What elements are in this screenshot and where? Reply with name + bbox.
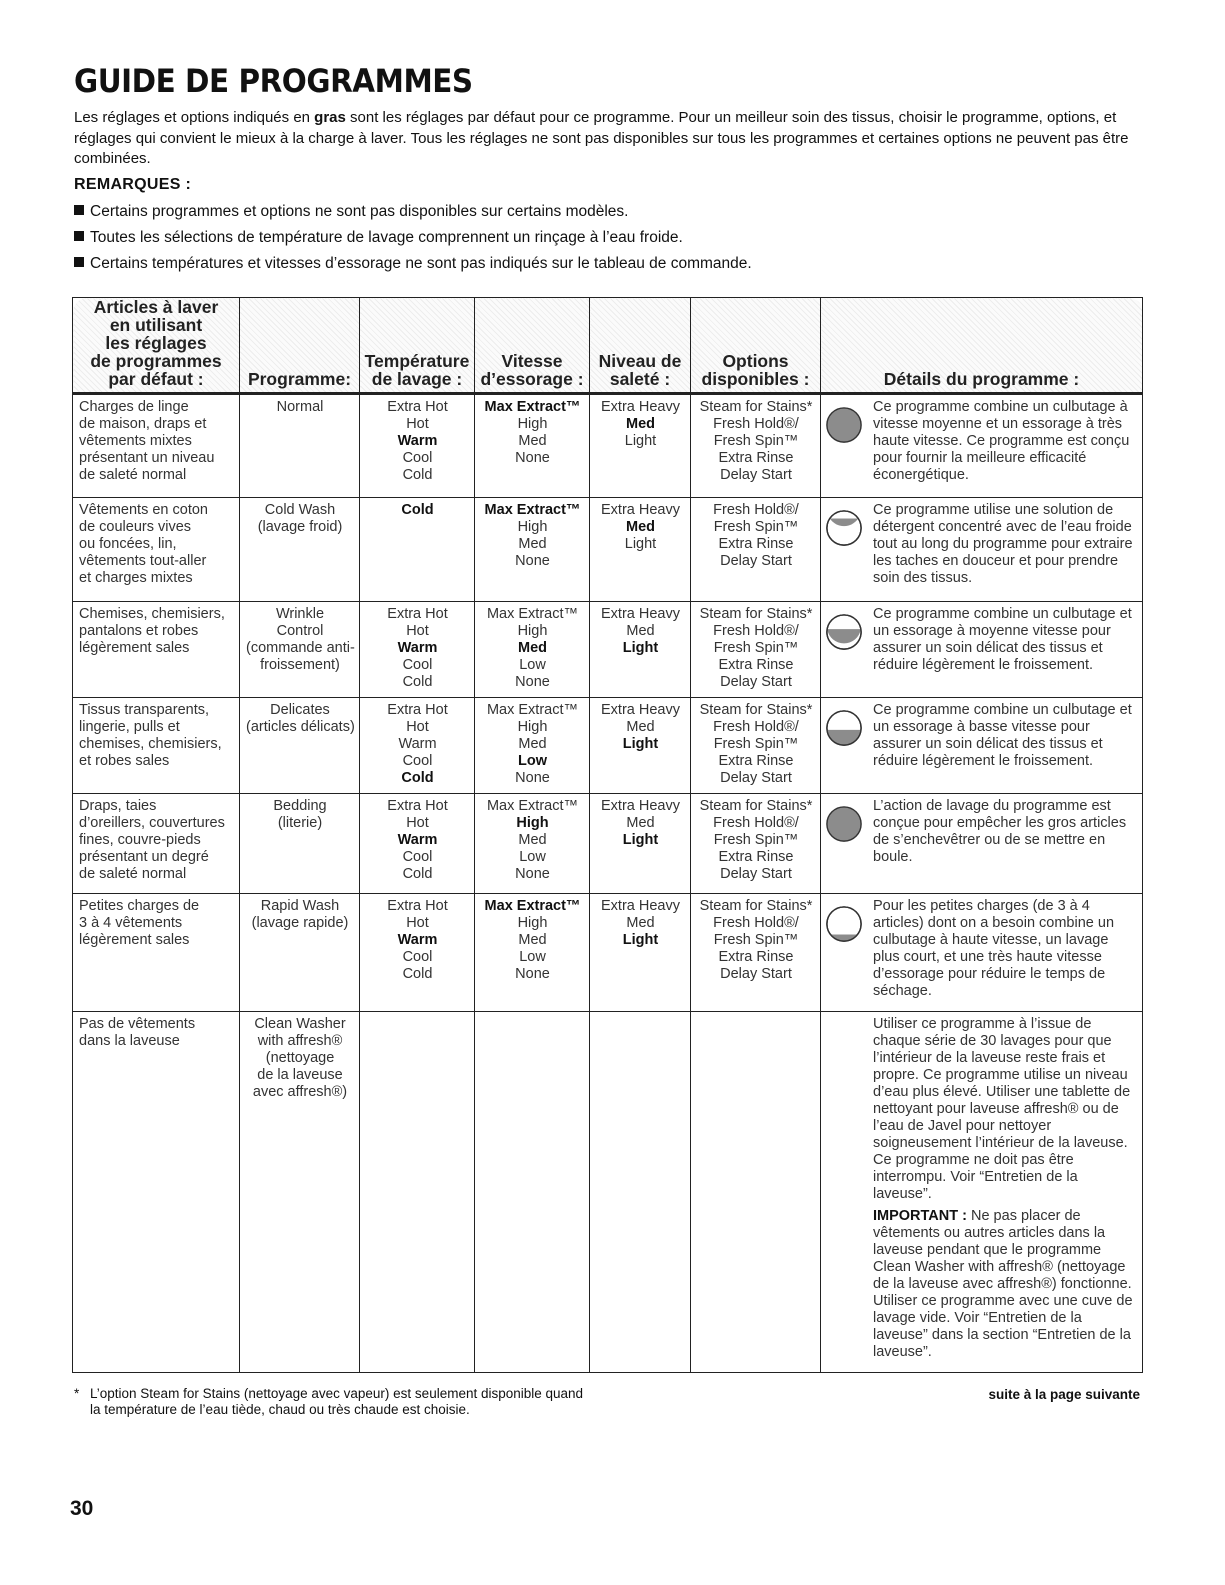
articles-cell (73, 894, 240, 1012)
temperature-cell (360, 794, 475, 894)
soil-cell (590, 894, 691, 1012)
footnote-star: * (74, 1386, 80, 1401)
articles-cell-value: Tissus transparents, (79, 702, 210, 718)
spin-cell-value: Max Extract™ (484, 399, 581, 415)
articles-cell-value: de saleté normal (79, 866, 187, 882)
programme-cell-value: (lavage rapide) (251, 915, 349, 931)
temperature-cell-value: Cool (402, 450, 433, 466)
temperature-cell-value: Cool (402, 949, 433, 965)
spin-speed-dial-icon (825, 613, 863, 651)
articles-cell-value: d’oreillers, couvertures (79, 815, 225, 831)
spin-speed-dial-icon (825, 509, 863, 547)
temperature-cell (360, 1012, 475, 1373)
spin-cell (475, 394, 590, 498)
articles-cell-value: chemises, chemisiers, (79, 736, 222, 752)
options-cell (691, 602, 821, 698)
header-soil (590, 298, 691, 394)
programme-cell-value: (literie) (277, 815, 323, 831)
programme-cell (240, 794, 360, 894)
articles-cell-value: pantalons et robes (79, 623, 199, 639)
details-text: Ce programme combine un culbutage et un essorage à moyenne vitesse pour assurer un soin délicat des tissus et réduire légèrement le froissement. (873, 606, 1132, 673)
options-cell-value: Delay Start (720, 770, 792, 786)
temperature-cell-value: Warm (398, 736, 437, 752)
articles-cell-value: présentant un niveau (79, 450, 215, 466)
spin-cell-value: None (515, 450, 550, 466)
programme-cell-value: (commande anti- (246, 640, 355, 656)
programme-cell (240, 1012, 360, 1373)
spin-speed-dial-icon (825, 709, 863, 747)
options-cell-value: Delay Start (720, 467, 792, 483)
programme-cell-value: avec affresh®) (252, 1084, 348, 1100)
spin-cell-value: High (517, 623, 548, 639)
soil-cell-value: Extra Heavy (601, 702, 680, 718)
articles-cell-value: dans la laveuse (79, 1033, 180, 1049)
soil-cell-value: Light (622, 832, 659, 848)
programme-cell-value: Normal (276, 399, 324, 415)
header-line: disponibles : (701, 369, 810, 389)
soil-cell-value: Extra Heavy (601, 399, 680, 415)
options-cell-value: Steam for Stains* (699, 798, 813, 814)
remarques-list (74, 201, 752, 279)
articles-cell (73, 794, 240, 894)
articles-cell-value: vêtements mixtes (79, 433, 192, 449)
options-cell-value: Fresh Spin™ (713, 932, 799, 948)
articles-cell-value: Petites charges de (79, 898, 200, 914)
temperature-cell-value: Warm (397, 433, 438, 449)
programme-cell (240, 394, 360, 498)
header-line: d’essorage : (480, 369, 584, 389)
remarque-text: Certains programmes et options ne sont pas disponibles sur certains modèles. (90, 203, 629, 220)
options-cell-value: Fresh Spin™ (713, 832, 799, 848)
header-line: de programmes (90, 351, 222, 371)
articles-cell-value: de saleté normal (79, 467, 187, 483)
continued-next-page: suite à la page suivante (988, 1387, 1140, 1402)
articles-cell-value: légèrement sales (79, 640, 190, 656)
spin-cell-value: Low (519, 657, 546, 673)
details-text: Ce programme utilise une solution de détergent concentré avec de l’eau froide tout au long du programme pour extraire les taches en douceur et pour prendre soin des tissus. (873, 502, 1133, 586)
intro-text-pre: Les réglages et options indiqués en (74, 109, 315, 126)
spin-cell-value: Max Extract™ (484, 502, 581, 518)
temperature-cell-value: Cool (402, 753, 433, 769)
soil-cell-value: Med (626, 416, 655, 432)
header-line: saleté : (609, 369, 671, 389)
header-line: Articles à laver (93, 297, 219, 317)
header-line: les réglages (105, 333, 207, 353)
temperature-cell-value: Extra Hot (387, 399, 448, 415)
header-options (691, 298, 821, 394)
programme-cell-value: (lavage froid) (257, 519, 343, 535)
articles-cell-value: vêtements tout-aller (79, 553, 207, 569)
details-cell (821, 602, 1143, 698)
options-cell-value: Fresh Hold®/ (713, 623, 799, 639)
details-cell (821, 498, 1143, 602)
footnote-line: la température de l’eau tiède, chaud ou très chaude est choisie. (90, 1402, 470, 1417)
temperature-cell (360, 894, 475, 1012)
details-cell (821, 894, 1143, 1012)
programme-cell-value: Wrinkle (275, 606, 325, 622)
header-line: Détails du programme : (883, 369, 1080, 389)
details-cell (821, 394, 1143, 498)
header-spin (475, 298, 590, 394)
temperature-cell-value: Warm (397, 640, 438, 656)
soil-cell-value: Extra Heavy (601, 606, 680, 622)
header-temperature (360, 298, 475, 394)
options-cell-value: Delay Start (720, 553, 792, 569)
soil-cell-value: Light (622, 640, 659, 656)
spin-cell-value: Med (518, 433, 547, 449)
table-row (73, 794, 1143, 894)
header-line: Vitesse (501, 351, 563, 371)
soil-cell-value: Extra Heavy (601, 798, 680, 814)
soil-cell-value: Light (624, 433, 657, 449)
options-cell-value: Steam for Stains* (699, 898, 813, 914)
soil-cell-value: Med (626, 519, 655, 535)
program-guide-table (72, 297, 1143, 1373)
articles-cell (73, 602, 240, 698)
programme-cell (240, 498, 360, 602)
header-programme (240, 298, 360, 394)
soil-cell-value: Med (626, 719, 655, 735)
table-row (73, 1012, 1143, 1373)
spin-cell-value: None (515, 770, 550, 786)
options-cell-value: Extra Rinse (718, 450, 794, 466)
square-bullet-icon (74, 257, 84, 267)
programme-cell-value: Cold Wash (264, 502, 336, 518)
temperature-cell-value: Cool (402, 849, 433, 865)
remarque-item (74, 227, 752, 253)
table-row (73, 394, 1143, 498)
spin-cell-value: Max Extract™ (486, 702, 579, 718)
articles-cell-value: Charges de linge (79, 399, 189, 415)
header-line: Niveau de (598, 351, 682, 371)
page-number: 30 (70, 1497, 94, 1520)
options-cell-value: Delay Start (720, 866, 792, 882)
spin-cell-value: Med (518, 736, 547, 752)
articles-cell-value: lingerie, pulls et (79, 719, 180, 735)
soil-cell-value: Med (626, 815, 655, 831)
articles-cell-value: de couleurs vives (79, 519, 192, 535)
spin-cell-value: Low (519, 949, 546, 965)
options-cell-value: Delay Start (720, 674, 792, 690)
temperature-cell-value: Warm (397, 932, 438, 948)
spin-cell (475, 794, 590, 894)
spin-cell (475, 498, 590, 602)
options-cell-value: Extra Rinse (718, 657, 794, 673)
options-cell-value: Delay Start (720, 966, 792, 982)
intro-text-post: sont les réglages par défaut pour ce programme. Pour un meilleur soin des tissus, choisir le programme, options, et réglages qui convient le mieux à la charge à laver. Tous les réglages ne sont pas disponibles sur tous les programmes et certaines options ne peuvent pas être combinées. (74, 109, 1129, 167)
details-text: Ce programme combine un culbutage et un essorage à basse vitesse pour assurer un soin délicat des tissus et réduire légèrement le froissement. (873, 702, 1132, 769)
temperature-cell-value: Extra Hot (387, 702, 448, 718)
temperature-cell (360, 602, 475, 698)
spin-cell-value: Med (518, 832, 547, 848)
options-cell (691, 1012, 821, 1373)
header-line: Température (364, 351, 470, 371)
temperature-cell-value: Cold (401, 770, 434, 786)
articles-cell (73, 1012, 240, 1373)
header-articles (73, 298, 240, 394)
spin-cell-value: High (517, 519, 548, 535)
spin-cell (475, 1012, 590, 1373)
remarque-item (74, 201, 752, 227)
header-line: en utilisant (109, 315, 203, 335)
articles-cell (73, 498, 240, 602)
soil-cell-value: Med (626, 623, 655, 639)
spin-cell-value: Low (518, 753, 547, 769)
header-line: de lavage : (371, 369, 463, 389)
temperature-cell (360, 498, 475, 602)
soil-cell (590, 394, 691, 498)
soil-cell-value: Extra Heavy (601, 502, 680, 518)
details-text: Utiliser ce programme à l’issue de chaque série de 30 lavages pour que l’intérieur de la laveuse reste frais et propre. Ce programme utilise un niveau d’eau plus élevé. Utiliser une tablette de nettoyant pour laveuse affresh® ou de l’eau de Javel pour nettoyer soigneusement l’intérieur de la laveuse. Ce programme ne doit pas être interrompu. Voir “Entretien de la laveuse”. (873, 1016, 1131, 1202)
temperature-cell-value: Hot (406, 719, 429, 735)
options-cell (691, 894, 821, 1012)
spin-cell-value: High (517, 915, 548, 931)
intro-paragraph (74, 108, 1134, 170)
programme-cell-value: Control (276, 623, 324, 639)
programme-cell-value: (nettoyage (265, 1050, 335, 1066)
options-cell-value: Fresh Spin™ (713, 640, 799, 656)
program-guide-table-wrapper (72, 297, 1142, 1373)
remarque-item (74, 253, 752, 279)
temperature-cell-value: Extra Hot (387, 898, 448, 914)
soil-cell (590, 498, 691, 602)
details-text: L’action de lavage du programme est conçue pour empêcher les gros articles de s’enchevêtrer ou de se mettre en boule. (873, 798, 1127, 865)
temperature-cell-value: Cold (401, 502, 434, 518)
temperature-cell-value: Hot (406, 623, 429, 639)
details-cell (821, 1012, 1143, 1373)
square-bullet-icon (74, 205, 84, 215)
programme-cell-value: froissement) (260, 657, 340, 673)
spin-cell-value: High (517, 719, 548, 735)
spin-cell-value: Med (518, 640, 547, 656)
temperature-cell-value: Hot (406, 416, 429, 432)
details-text: Pour les petites charges (de 3 à 4 articles) dont on a besoin combine un culbutage à haute vitesse, un lavage plus court, et une très haute vitesse d’essorage pour réduire le temps de séchage. (873, 898, 1115, 999)
articles-cell-value: et charges mixtes (79, 570, 193, 586)
articles-cell-value: Chemises, chemisiers, (79, 606, 225, 622)
remarque-text: Toutes les sélections de température de lavage comprennent un rinçage à l’eau froide. (90, 229, 683, 246)
temperature-cell (360, 698, 475, 794)
spin-cell-value: Med (518, 536, 547, 552)
spin-speed-dial-icon (825, 805, 863, 843)
options-cell-value: Fresh Hold®/ (713, 915, 799, 931)
spin-speed-dial-icon (825, 905, 863, 943)
temperature-cell-value: Warm (397, 832, 438, 848)
programme-cell-value: with affresh® (257, 1033, 343, 1049)
options-cell-value: Extra Rinse (718, 753, 794, 769)
spin-cell-value: None (515, 966, 550, 982)
articles-cell-value: légèrement sales (79, 932, 190, 948)
square-bullet-icon (74, 231, 84, 241)
temperature-cell-value: Hot (406, 915, 429, 931)
soil-cell (590, 794, 691, 894)
programme-cell-value: Rapid Wash (260, 898, 340, 914)
options-cell-value: Extra Rinse (718, 949, 794, 965)
spin-cell-value: Low (519, 849, 546, 865)
options-cell-value: Fresh Spin™ (713, 433, 799, 449)
options-cell (691, 498, 821, 602)
details-cell (821, 698, 1143, 794)
articles-cell-value: Draps, taies (79, 798, 157, 814)
important-label: IMPORTANT : (873, 1208, 967, 1224)
options-cell-value: Fresh Hold®/ (713, 719, 799, 735)
programme-cell-value: de la laveuse (257, 1067, 343, 1083)
spin-cell-value: None (515, 674, 550, 690)
spin-cell (475, 894, 590, 1012)
options-cell-value: Steam for Stains* (699, 399, 813, 415)
options-cell-value: Extra Rinse (718, 849, 794, 865)
temperature-cell-value: Extra Hot (387, 798, 448, 814)
footnote-line: L’option Steam for Stains (nettoyage avec vapeur) est seulement disponible quand (90, 1386, 584, 1401)
soil-cell-value: Med (626, 915, 655, 931)
soil-cell (590, 602, 691, 698)
articles-cell-value: présentant un degré (79, 849, 209, 865)
options-cell-value: Extra Rinse (718, 536, 794, 552)
temperature-cell-value: Cold (402, 966, 433, 982)
header-line: Programme: (247, 369, 352, 389)
options-cell-value: Steam for Stains* (699, 702, 813, 718)
table-row (73, 498, 1143, 602)
soil-cell (590, 698, 691, 794)
spin-cell (475, 602, 590, 698)
remarque-text: Certains températures et vitesses d’essorage ne sont pas indiqués sur le tableau de commande. (90, 255, 752, 272)
remarques-heading: REMARQUES : (74, 176, 192, 193)
temperature-cell-value: Cold (402, 467, 433, 483)
options-cell (691, 698, 821, 794)
header-line: Options (722, 351, 789, 371)
important-text: Ne pas placer de vêtements ou autres articles dans la laveuse pendant que le programme Clean Washer with affresh® (nettoyage de la laveuse avec affresh®) fonctionne. Utiliser ce programme avec une cuve de lavage vide. Voir “Entretien de la laveuse” dans la section “Entretien de la laveuse”. (873, 1208, 1133, 1360)
soil-cell-value: Extra Heavy (601, 898, 680, 914)
temperature-cell-value: Cool (402, 657, 433, 673)
articles-cell (73, 394, 240, 498)
important-note (873, 1208, 1137, 1361)
options-cell-value: Fresh Spin™ (713, 736, 799, 752)
options-cell-value: Fresh Hold®/ (713, 815, 799, 831)
programme-cell (240, 894, 360, 1012)
temperature-cell-value: Hot (406, 815, 429, 831)
footnote (74, 1386, 694, 1418)
soil-cell-value: Light (622, 932, 659, 948)
articles-cell-value: Pas de vêtements (79, 1016, 196, 1032)
details-text: Ce programme combine un culbutage à vitesse moyenne et un essorage à très haute vitesse. Ce programme est conçu pour fournir la meilleure efficacité éconergétique. (873, 399, 1130, 483)
programme-cell-value: Delicates (270, 702, 330, 718)
spin-cell (475, 698, 590, 794)
spin-cell-value: None (515, 866, 550, 882)
articles-cell-value: de maison, draps et (79, 416, 207, 432)
articles-cell-value: et robes sales (79, 753, 170, 769)
spin-cell-value: Max Extract™ (486, 798, 579, 814)
options-cell (691, 394, 821, 498)
articles-cell-value: Vêtements en coton (79, 502, 208, 518)
spin-speed-dial-icon (825, 406, 863, 444)
spin-cell-value: Max Extract™ (484, 898, 581, 914)
temperature-cell-value: Cold (402, 866, 433, 882)
soil-cell-value: Light (624, 536, 657, 552)
soil-cell-value: Light (622, 736, 659, 752)
options-cell (691, 794, 821, 894)
programme-cell-value: (articles délicats) (246, 719, 355, 735)
table-row (73, 602, 1143, 698)
table-body (73, 394, 1143, 1373)
articles-cell (73, 698, 240, 794)
header-details (821, 298, 1143, 394)
temperature-cell-value: Cold (402, 674, 433, 690)
spin-cell-value: None (515, 553, 550, 569)
options-cell-value: Fresh Hold®/ (713, 502, 799, 518)
spin-cell-value: High (516, 815, 549, 831)
options-cell-value: Fresh Spin™ (713, 519, 799, 535)
programme-cell-value: Clean Washer (254, 1016, 346, 1032)
temperature-cell-value: Extra Hot (387, 606, 448, 622)
details-cell (821, 794, 1143, 894)
programme-cell-value: Bedding (273, 798, 327, 814)
table-row (73, 698, 1143, 794)
page-title: GUIDE DE PROGRAMMES (74, 62, 473, 100)
options-cell-value: Steam for Stains* (699, 606, 813, 622)
spin-cell-value: Med (518, 932, 547, 948)
options-cell-value: Fresh Hold®/ (713, 416, 799, 432)
table-row (73, 894, 1143, 1012)
programme-cell (240, 698, 360, 794)
articles-cell-value: ou foncées, lin, (79, 536, 177, 552)
soil-cell (590, 1012, 691, 1373)
spin-cell-value: High (517, 416, 548, 432)
table-header-row (73, 298, 1143, 394)
programme-cell (240, 602, 360, 698)
temperature-cell (360, 394, 475, 498)
spin-cell-value: Max Extract™ (486, 606, 579, 622)
articles-cell-value: 3 à 4 vêtements (79, 915, 183, 931)
intro-text-bold: gras (314, 109, 346, 126)
header-line: par défaut : (108, 369, 204, 389)
articles-cell-value: fines, couvre-pieds (79, 832, 201, 848)
